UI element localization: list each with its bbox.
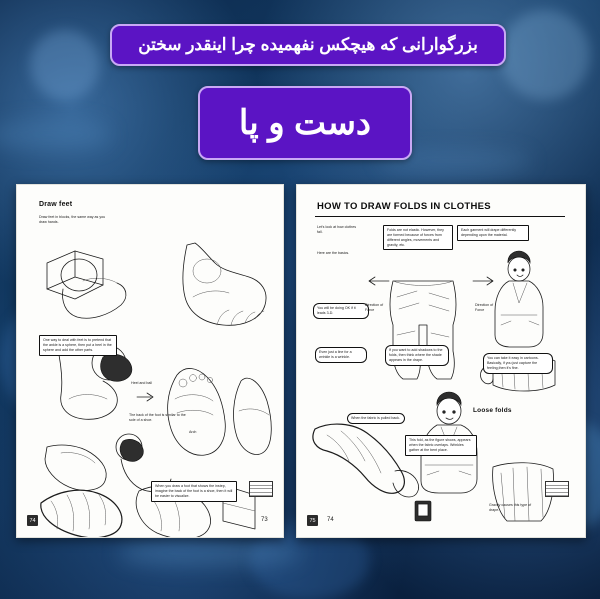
right-caption-direction-force-left: Direction of Force xyxy=(365,303,384,312)
light-streak xyxy=(0,120,110,150)
bokeh-light xyxy=(30,30,100,100)
right-page-rulebox xyxy=(545,481,569,497)
right-caption-intro: Let's look at how clothes fall. xyxy=(317,225,357,234)
right-caption-basics: Here are the basics. xyxy=(317,251,350,255)
left-caption-shoe-sole: The back of the foot is similar to the sole of a shoe. xyxy=(129,413,186,422)
title-banner-top-text: بزرگوارانی که هیچکس نفهمیده چرا اینقدر سختن xyxy=(138,35,478,54)
left-page-artwork xyxy=(17,185,283,537)
right-caption-fabric-pulled: When the fabric is pulled back. xyxy=(347,413,405,424)
title-banner-sub-text: دست و پا xyxy=(238,104,372,142)
right-page-title: HOW TO DRAW FOLDS IN CLOTHES xyxy=(317,201,491,212)
light-streak xyxy=(120,540,300,566)
right-caption-cartoons-easy: You can take it easy in cartoons. Basically, if you just capture the feeling,then it's fine. xyxy=(483,353,553,374)
bokeh-light xyxy=(500,10,590,100)
book-page-right-content xyxy=(297,185,585,537)
left-caption-heel-ball: Heel and ball xyxy=(131,381,152,385)
left-caption-instep: When you draw a foot that shows the instep, imagine the back of the foot is a shoe, then it will be easier to visualize. xyxy=(151,481,237,502)
book-page-right xyxy=(296,184,586,538)
book-page-left-content xyxy=(17,185,283,537)
left-caption-sphere: One way to deal with feet is to pretend that the ankle is a sphere, then put a heel in the sphere and add the other parts. xyxy=(39,335,117,356)
right-caption-folds-not-elastic: Folds are not elastic. However, they are formed because of forces from different angles, movements and gravity, etc. xyxy=(383,225,453,250)
right-page-badge: 75 xyxy=(307,515,318,526)
right-caption-direction-force-right: Direction of Force xyxy=(475,303,494,312)
title-banner-top xyxy=(110,24,506,66)
right-caption-wrinkle-line: Even just a line for a wrinkle is a wrinkle. xyxy=(315,347,367,363)
left-page-rulebox xyxy=(249,481,273,497)
book-page-left xyxy=(16,184,284,538)
left-caption-blocks: Draw feet in blocks, the same way as you draw hands. xyxy=(39,215,106,224)
right-caption-garment-drape: Each garment will drape differently depending upon the material. xyxy=(457,225,529,241)
right-section-loose-folds: Loose folds xyxy=(473,407,512,414)
right-caption-overlap-fold: This fold, as the figure shows, appears when the fabric overlaps. Wrinkles gather at the bent place. xyxy=(405,435,477,456)
right-caption-shadow-folds: If you want to add shadows to the folds, then think where the shade appears in the drape. xyxy=(385,345,449,366)
left-page-number: 73 xyxy=(261,517,268,523)
right-page-number: 74 xyxy=(327,517,334,523)
right-caption-gravity-drape: Gravity causes this type of drape. xyxy=(489,503,532,512)
left-page-badge: 74 xyxy=(27,515,38,526)
left-caption-arch: Arch xyxy=(189,430,197,434)
title-banner-sub xyxy=(198,86,412,160)
right-caption-3d-ok: You will be doing OK if it leads 3-D. xyxy=(313,303,369,319)
left-page-heading: Draw feet xyxy=(39,201,73,208)
